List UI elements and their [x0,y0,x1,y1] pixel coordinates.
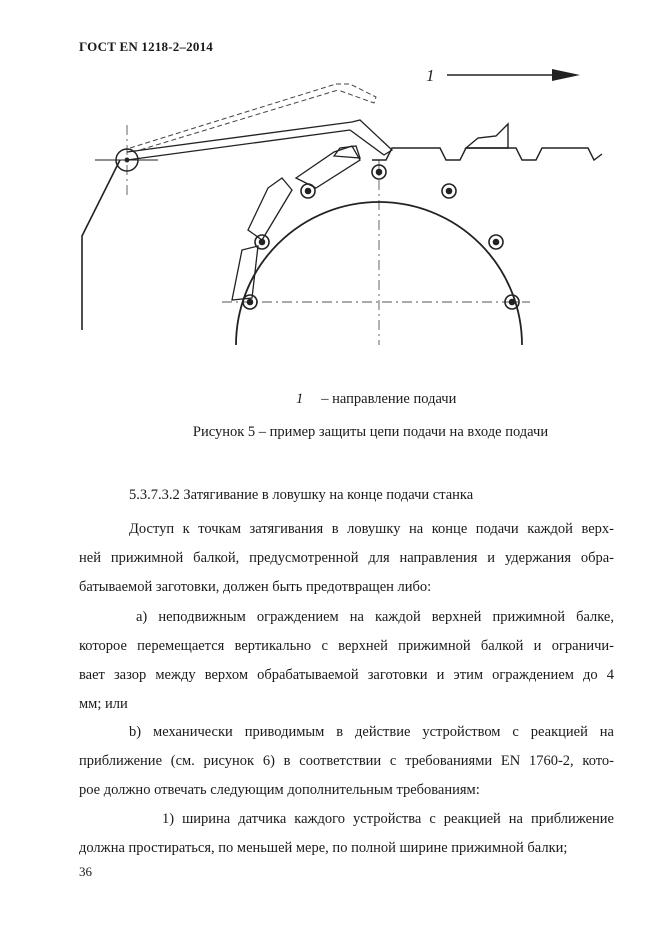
text-line: Доступ к точкам затягивания в ловушку на конце подачи каждой верх- [129,521,614,537]
text-line: а) неподвижным ограждением на каждой верхней прижимной балке, [136,609,614,625]
text-line: b) механически приводимым в действие устройством с реакцией на [129,724,614,740]
feed-chain-guard-figure [0,0,661,380]
pressure-beam [127,120,392,160]
section-number: 5.3.7.3.2 [129,487,180,503]
text-line: 1) ширина датчика каждого устройства с реакцией на приближение [162,811,614,827]
figure-caption: Рисунок 5 – пример защиты цепи подачи на входе подачи [192,424,549,440]
text-line: которое перемещается вертикально с верхней прижимной балкой и ограничи- [79,638,614,654]
paragraph-item-a [79,603,614,719]
document-header: ГОСТ EN 1218-2–2014 [79,39,213,54]
legend-text: – направление подачи [321,391,457,407]
text-line: ней прижимной балкой, предусмотренной для направления и удержания обра- [79,550,614,566]
chain-guard-segments [232,146,360,300]
figure-legend [296,391,456,408]
legend-number: 1 [296,391,304,407]
paragraph-intro [79,515,614,602]
text-line: мм; или [79,696,128,712]
callout-number: 1 [426,66,435,85]
paragraph-item-b [79,718,614,805]
text-line: вает зазор между верхом обрабатываемой заготовки и этим ограждением до 4 [79,667,614,683]
section-title: Затягивание в ловушку на конце подачи станка [183,487,474,503]
text-line: должна простираться, по меньшей мере, по полной ширине прижимной балки; [79,840,568,856]
text-line: приближение (см. рисунок 6) в соответствии с требованиями EN 1760-2, кото- [79,753,614,769]
section-heading [129,487,473,504]
text-line: батываемой заготовки, должен быть предотвращен либо: [79,579,432,595]
workpiece-profile [372,124,602,160]
paragraph-item-1 [79,805,614,863]
text-line: рое должно отвечать следующим дополнительным требованиям: [79,782,480,798]
page-number: 36 [79,864,92,879]
machine-frame [82,160,120,330]
raised-position-dashed [130,84,376,152]
